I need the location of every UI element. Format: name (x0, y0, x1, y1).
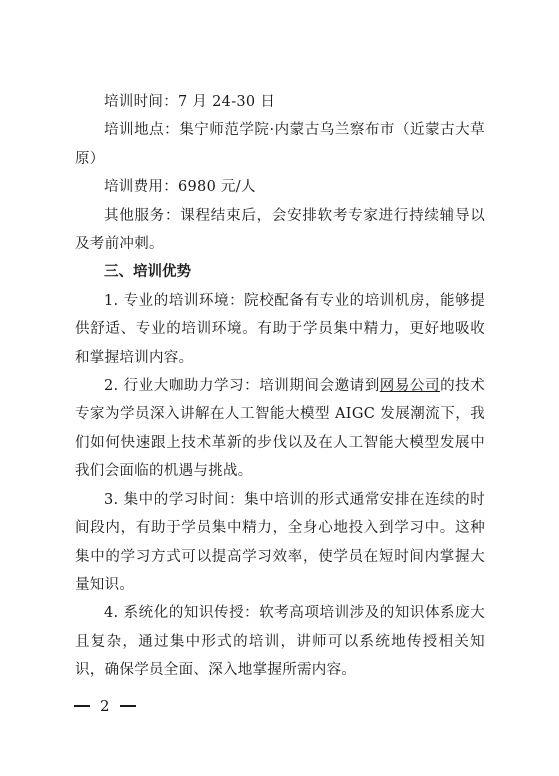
advantage-item-4: 4. 系统化的知识传授：软考高项培训涉及的知识体系庞大且复杂，通过集中形式的培训，讲师可以系统地传授相关知识，确保学员全面、深入地掌握所需内容。 (75, 605, 485, 679)
advantage-item-2-text-before: 2. 行业大咖助力学习：培训期间会邀请到 (104, 378, 380, 395)
page-number: 2 (100, 697, 110, 715)
advantage-item-3: 3. 集中的学习时间：集中培训的形式通常安排在连续的时间段内，有助于学员集中精力，全身心地投入到学习中。这种集中的学习方式可以提高学习效率，使学员在短时间内掌握大量知识。 (75, 491, 485, 593)
advantage-item-2 (75, 372, 485, 486)
advantage-item-2-text-after: 的技术专家为学员深入讲解在人工智能大模型 AIGC 发展潮流下，我们如何快速跟上技术革新的步伐以及在人工智能大模型发展中我们会面临的机遇与挑战。 (75, 378, 485, 480)
footer-dash-left (74, 705, 90, 707)
other-services-line: 其他服务：课程结束后，会安排软考专家进行持续辅导以及考前冲刺。 (75, 207, 485, 253)
section-heading-advantages: 三、培训优势 (104, 264, 191, 281)
training-fee-line: 培训费用：6980 元/人 (104, 179, 256, 196)
netease-link[interactable]: 网易公司 (379, 378, 441, 395)
document-body (75, 88, 485, 685)
advantage-item-1: 1. 专业的培训环境：院校配备有专业的培训机房，能够提供舒适、专业的培训环境。有助于学员集中精力，更好地吸收和掌握培训内容。 (75, 292, 485, 366)
training-location-line: 培训地点：集宁师范学院·内蒙古乌兰察布市（近蒙古大草原） (75, 122, 485, 167)
training-time-line: 培训时间：7 月 24-30 日 (104, 94, 276, 110)
page-footer (74, 697, 136, 715)
footer-dash-right (120, 705, 136, 707)
